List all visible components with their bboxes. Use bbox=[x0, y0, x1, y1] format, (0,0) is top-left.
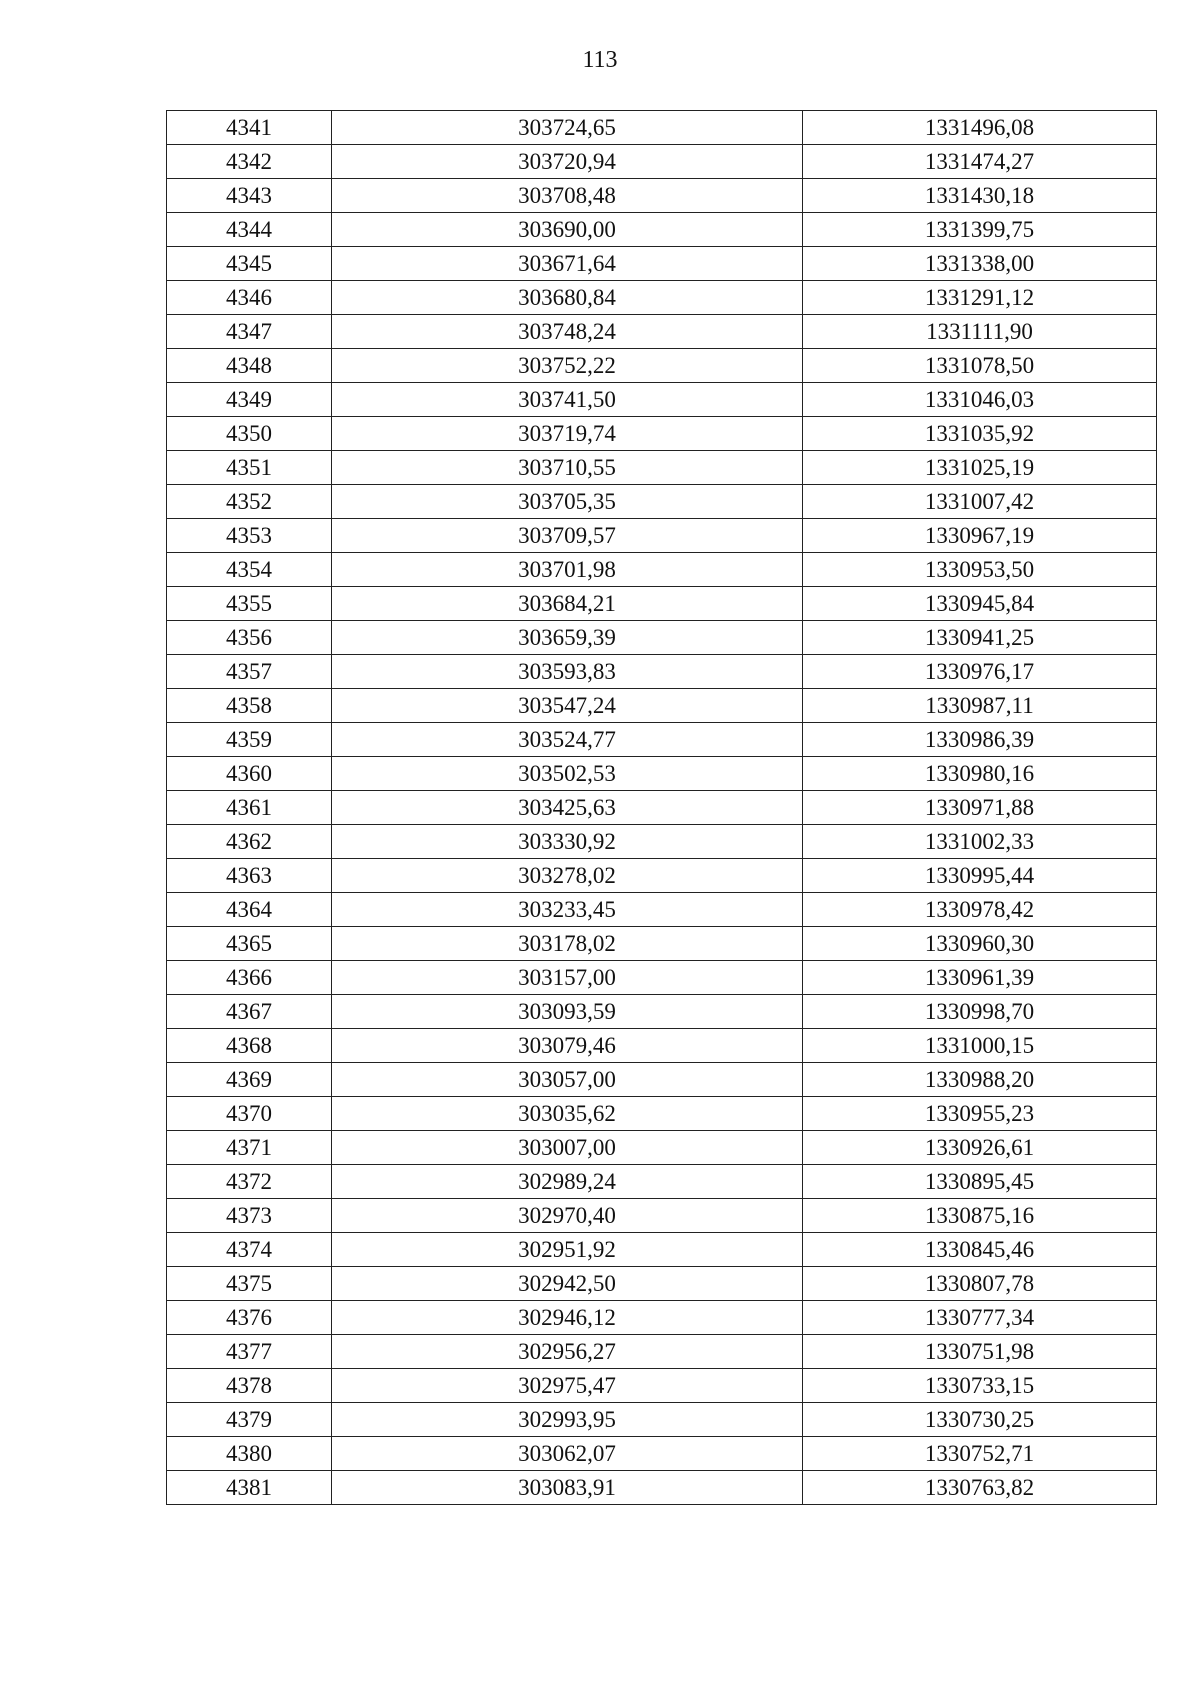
table-row bbox=[167, 1029, 1157, 1063]
table-row bbox=[167, 689, 1157, 723]
x-coordinate-cell: 303083,91 bbox=[332, 1471, 803, 1505]
y-coordinate-cell: 1331399,75 bbox=[803, 213, 1157, 247]
point-number-cell: 4363 bbox=[167, 859, 332, 893]
table-row bbox=[167, 723, 1157, 757]
x-coordinate-cell: 303502,53 bbox=[332, 757, 803, 791]
point-number-cell: 4361 bbox=[167, 791, 332, 825]
x-coordinate-cell: 303719,74 bbox=[332, 417, 803, 451]
y-coordinate-cell: 1331496,08 bbox=[803, 111, 1157, 145]
point-number-cell: 4377 bbox=[167, 1335, 332, 1369]
table-row bbox=[167, 961, 1157, 995]
point-number-cell: 4372 bbox=[167, 1165, 332, 1199]
point-number-cell: 4356 bbox=[167, 621, 332, 655]
y-coordinate-cell: 1330751,98 bbox=[803, 1335, 1157, 1369]
y-coordinate-cell: 1330763,82 bbox=[803, 1471, 1157, 1505]
point-number-cell: 4355 bbox=[167, 587, 332, 621]
point-number-cell: 4347 bbox=[167, 315, 332, 349]
point-number-cell: 4350 bbox=[167, 417, 332, 451]
table-row bbox=[167, 1301, 1157, 1335]
y-coordinate-cell: 1330752,71 bbox=[803, 1437, 1157, 1471]
table-row bbox=[167, 1437, 1157, 1471]
table-row bbox=[167, 315, 1157, 349]
table-row bbox=[167, 587, 1157, 621]
x-coordinate-cell: 302951,92 bbox=[332, 1233, 803, 1267]
y-coordinate-cell: 1330976,17 bbox=[803, 655, 1157, 689]
y-coordinate-cell: 1331007,42 bbox=[803, 485, 1157, 519]
y-coordinate-cell: 1330978,42 bbox=[803, 893, 1157, 927]
y-coordinate-cell: 1331025,19 bbox=[803, 451, 1157, 485]
point-number-cell: 4360 bbox=[167, 757, 332, 791]
point-number-cell: 4354 bbox=[167, 553, 332, 587]
table-row bbox=[167, 859, 1157, 893]
point-number-cell: 4352 bbox=[167, 485, 332, 519]
table-row bbox=[167, 417, 1157, 451]
y-coordinate-cell: 1331338,00 bbox=[803, 247, 1157, 281]
y-coordinate-cell: 1330980,16 bbox=[803, 757, 1157, 791]
x-coordinate-cell: 303178,02 bbox=[332, 927, 803, 961]
point-number-cell: 4345 bbox=[167, 247, 332, 281]
point-number-cell: 4375 bbox=[167, 1267, 332, 1301]
table-row bbox=[167, 893, 1157, 927]
y-coordinate-cell: 1331000,15 bbox=[803, 1029, 1157, 1063]
y-coordinate-cell: 1331002,33 bbox=[803, 825, 1157, 859]
point-number-cell: 4346 bbox=[167, 281, 332, 315]
coordinates-table bbox=[166, 110, 1157, 1505]
point-number-cell: 4371 bbox=[167, 1131, 332, 1165]
x-coordinate-cell: 303680,84 bbox=[332, 281, 803, 315]
page-number: 113 bbox=[582, 47, 618, 73]
point-number-cell: 4357 bbox=[167, 655, 332, 689]
table-row bbox=[167, 553, 1157, 587]
x-coordinate-cell: 303278,02 bbox=[332, 859, 803, 893]
y-coordinate-cell: 1331035,92 bbox=[803, 417, 1157, 451]
x-coordinate-cell: 303330,92 bbox=[332, 825, 803, 859]
y-coordinate-cell: 1330730,25 bbox=[803, 1403, 1157, 1437]
point-number-cell: 4369 bbox=[167, 1063, 332, 1097]
x-coordinate-cell: 303684,21 bbox=[332, 587, 803, 621]
point-number-cell: 4342 bbox=[167, 145, 332, 179]
x-coordinate-cell: 303752,22 bbox=[332, 349, 803, 383]
table-row bbox=[167, 349, 1157, 383]
table-row bbox=[167, 1267, 1157, 1301]
point-number-cell: 4374 bbox=[167, 1233, 332, 1267]
table-row bbox=[167, 111, 1157, 145]
x-coordinate-cell: 303741,50 bbox=[332, 383, 803, 417]
y-coordinate-cell: 1330945,84 bbox=[803, 587, 1157, 621]
x-coordinate-cell: 302970,40 bbox=[332, 1199, 803, 1233]
x-coordinate-cell: 302946,12 bbox=[332, 1301, 803, 1335]
y-coordinate-cell: 1330941,25 bbox=[803, 621, 1157, 655]
table-row bbox=[167, 1471, 1157, 1505]
x-coordinate-cell: 302975,47 bbox=[332, 1369, 803, 1403]
x-coordinate-cell: 303701,98 bbox=[332, 553, 803, 587]
y-coordinate-cell: 1330845,46 bbox=[803, 1233, 1157, 1267]
x-coordinate-cell: 303720,94 bbox=[332, 145, 803, 179]
point-number-cell: 4359 bbox=[167, 723, 332, 757]
point-number-cell: 4343 bbox=[167, 179, 332, 213]
point-number-cell: 4362 bbox=[167, 825, 332, 859]
table-row bbox=[167, 621, 1157, 655]
y-coordinate-cell: 1330988,20 bbox=[803, 1063, 1157, 1097]
table-row bbox=[167, 791, 1157, 825]
table-row bbox=[167, 1165, 1157, 1199]
x-coordinate-cell: 303057,00 bbox=[332, 1063, 803, 1097]
y-coordinate-cell: 1330961,39 bbox=[803, 961, 1157, 995]
table-row bbox=[167, 1335, 1157, 1369]
table-row bbox=[167, 213, 1157, 247]
table-row bbox=[167, 451, 1157, 485]
point-number-cell: 4349 bbox=[167, 383, 332, 417]
table-row bbox=[167, 757, 1157, 791]
y-coordinate-cell: 1330960,30 bbox=[803, 927, 1157, 961]
table-row bbox=[167, 927, 1157, 961]
x-coordinate-cell: 303748,24 bbox=[332, 315, 803, 349]
point-number-cell: 4380 bbox=[167, 1437, 332, 1471]
y-coordinate-cell: 1331078,50 bbox=[803, 349, 1157, 383]
x-coordinate-cell: 303547,24 bbox=[332, 689, 803, 723]
y-coordinate-cell: 1331046,03 bbox=[803, 383, 1157, 417]
y-coordinate-cell: 1330733,15 bbox=[803, 1369, 1157, 1403]
table-row bbox=[167, 1369, 1157, 1403]
x-coordinate-cell: 303710,55 bbox=[332, 451, 803, 485]
y-coordinate-cell: 1330986,39 bbox=[803, 723, 1157, 757]
point-number-cell: 4348 bbox=[167, 349, 332, 383]
table-row bbox=[167, 995, 1157, 1029]
point-number-cell: 4367 bbox=[167, 995, 332, 1029]
table-row bbox=[167, 281, 1157, 315]
x-coordinate-cell: 303709,57 bbox=[332, 519, 803, 553]
x-coordinate-cell: 303035,62 bbox=[332, 1097, 803, 1131]
table-row bbox=[167, 179, 1157, 213]
x-coordinate-cell: 302993,95 bbox=[332, 1403, 803, 1437]
x-coordinate-cell: 303690,00 bbox=[332, 213, 803, 247]
y-coordinate-cell: 1330995,44 bbox=[803, 859, 1157, 893]
x-coordinate-cell: 303079,46 bbox=[332, 1029, 803, 1063]
point-number-cell: 4365 bbox=[167, 927, 332, 961]
table-row bbox=[167, 655, 1157, 689]
point-number-cell: 4344 bbox=[167, 213, 332, 247]
y-coordinate-cell: 1330971,88 bbox=[803, 791, 1157, 825]
point-number-cell: 4370 bbox=[167, 1097, 332, 1131]
x-coordinate-cell: 303593,83 bbox=[332, 655, 803, 689]
point-number-cell: 4341 bbox=[167, 111, 332, 145]
point-number-cell: 4381 bbox=[167, 1471, 332, 1505]
table-row bbox=[167, 1097, 1157, 1131]
table-row bbox=[167, 1233, 1157, 1267]
y-coordinate-cell: 1330926,61 bbox=[803, 1131, 1157, 1165]
y-coordinate-cell: 1330777,34 bbox=[803, 1301, 1157, 1335]
x-coordinate-cell: 303007,00 bbox=[332, 1131, 803, 1165]
table-row bbox=[167, 519, 1157, 553]
table-row bbox=[167, 145, 1157, 179]
x-coordinate-cell: 303157,00 bbox=[332, 961, 803, 995]
x-coordinate-cell: 302942,50 bbox=[332, 1267, 803, 1301]
point-number-cell: 4378 bbox=[167, 1369, 332, 1403]
y-coordinate-cell: 1330875,16 bbox=[803, 1199, 1157, 1233]
x-coordinate-cell: 303659,39 bbox=[332, 621, 803, 655]
x-coordinate-cell: 303093,59 bbox=[332, 995, 803, 1029]
table-row bbox=[167, 825, 1157, 859]
y-coordinate-cell: 1331291,12 bbox=[803, 281, 1157, 315]
point-number-cell: 4373 bbox=[167, 1199, 332, 1233]
y-coordinate-cell: 1331474,27 bbox=[803, 145, 1157, 179]
y-coordinate-cell: 1330967,19 bbox=[803, 519, 1157, 553]
x-coordinate-cell: 303425,63 bbox=[332, 791, 803, 825]
table-row bbox=[167, 383, 1157, 417]
x-coordinate-cell: 303671,64 bbox=[332, 247, 803, 281]
table-row bbox=[167, 1199, 1157, 1233]
point-number-cell: 4364 bbox=[167, 893, 332, 927]
y-coordinate-cell: 1330998,70 bbox=[803, 995, 1157, 1029]
x-coordinate-cell: 302989,24 bbox=[332, 1165, 803, 1199]
coordinates-table-body bbox=[167, 111, 1157, 1505]
y-coordinate-cell: 1330807,78 bbox=[803, 1267, 1157, 1301]
y-coordinate-cell: 1330987,11 bbox=[803, 689, 1157, 723]
point-number-cell: 4368 bbox=[167, 1029, 332, 1063]
y-coordinate-cell: 1330953,50 bbox=[803, 553, 1157, 587]
y-coordinate-cell: 1330955,23 bbox=[803, 1097, 1157, 1131]
y-coordinate-cell: 1330895,45 bbox=[803, 1165, 1157, 1199]
x-coordinate-cell: 303724,65 bbox=[332, 111, 803, 145]
y-coordinate-cell: 1331111,90 bbox=[803, 315, 1157, 349]
point-number-cell: 4366 bbox=[167, 961, 332, 995]
point-number-cell: 4353 bbox=[167, 519, 332, 553]
point-number-cell: 4351 bbox=[167, 451, 332, 485]
x-coordinate-cell: 303708,48 bbox=[332, 179, 803, 213]
y-coordinate-cell: 1331430,18 bbox=[803, 179, 1157, 213]
point-number-cell: 4358 bbox=[167, 689, 332, 723]
table-row bbox=[167, 1131, 1157, 1165]
x-coordinate-cell: 302956,27 bbox=[332, 1335, 803, 1369]
point-number-cell: 4376 bbox=[167, 1301, 332, 1335]
x-coordinate-cell: 303524,77 bbox=[332, 723, 803, 757]
table-row bbox=[167, 485, 1157, 519]
point-number-cell: 4379 bbox=[167, 1403, 332, 1437]
table-row bbox=[167, 1063, 1157, 1097]
x-coordinate-cell: 303705,35 bbox=[332, 485, 803, 519]
table-row bbox=[167, 1403, 1157, 1437]
x-coordinate-cell: 303062,07 bbox=[332, 1437, 803, 1471]
x-coordinate-cell: 303233,45 bbox=[332, 893, 803, 927]
table-row bbox=[167, 247, 1157, 281]
